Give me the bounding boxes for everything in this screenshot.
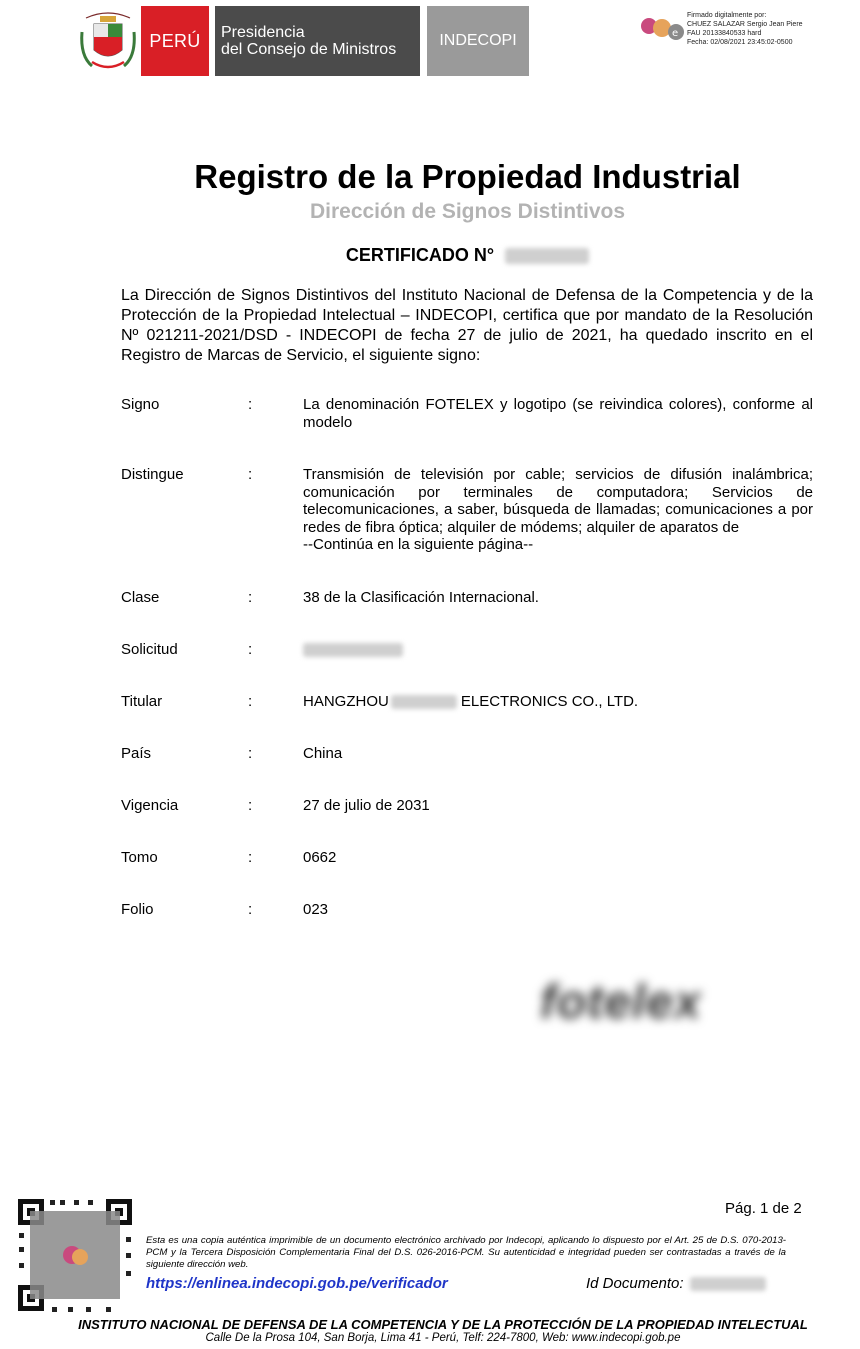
field-colon: : <box>248 745 253 762</box>
verification-link[interactable]: https://enlinea.indecopi.gob.pe/verificador <box>146 1275 448 1292</box>
field-value-folio: 023 <box>303 901 329 918</box>
qr-code-icon[interactable] <box>16 1197 134 1313</box>
field-label-titular: Titular <box>121 693 163 710</box>
field-value-vigencia: 27 de julio de 2031 <box>303 797 430 814</box>
redacted-certificate-number <box>505 248 589 264</box>
document-subtitle: Dirección de Signos Distintivos <box>309 200 626 223</box>
field-value-pais: China <box>303 745 343 762</box>
peru-coat-of-arms-icon <box>78 6 138 76</box>
field-value-distingue <box>303 466 813 554</box>
indecopi-logo-box <box>427 6 529 76</box>
institution-name: INSTITUTO NACIONAL DE DEFENSA DE LA COMPETENCIA Y DE LA PROTECCIÓN DE LA PROPIEDAD INTELECTUAL <box>78 1317 808 1332</box>
field-label-solicitud: Solicitud <box>121 641 178 658</box>
institution-address: Calle De la Prosa 104, San Borja, Lima 41 - Perú, Telf: 224-7800, Web: www.indecopi.gob.pe <box>205 1332 681 1344</box>
peru-logo-box <box>141 6 209 76</box>
brand-logo-image: fotelex <box>540 976 702 1029</box>
indecopi-label: INDECOPI <box>439 32 517 49</box>
peru-label: PERÚ <box>149 30 201 51</box>
digital-signature-text <box>687 11 803 47</box>
redacted-solicitud <box>303 643 403 657</box>
pcm-line2: del Consejo de Ministros <box>221 41 397 58</box>
document-title: Registro de la Propiedad Industrial <box>194 158 741 195</box>
titular-start: HANGZHOU <box>303 693 389 710</box>
field-value-signo: La denominación FOTELEX y logotipo (se reivindica colores), conforme al modelo <box>303 396 813 431</box>
pcm-line1: Presidencia <box>221 24 305 41</box>
signature-line4: Fecha: 02/08/2021 23:45:02-0500 <box>687 39 793 46</box>
field-label-vigencia: Vigencia <box>121 797 179 814</box>
field-label-distingue: Distingue <box>121 466 184 483</box>
field-colon: : <box>248 396 253 413</box>
field-value-tomo: 0662 <box>303 849 337 866</box>
certificate-label: CERTIFICADO N° <box>345 245 495 265</box>
pcm-logo-box <box>215 6 420 76</box>
field-label-clase: Clase <box>121 589 160 606</box>
document-id-label: Id Documento: <box>586 1275 684 1292</box>
distingue-continued: --Continúa en la siguiente página-- <box>303 536 534 553</box>
signature-line2: CHUEZ SALAZAR Sergio Jean Piere <box>687 21 803 28</box>
field-colon: : <box>248 589 253 606</box>
redacted-titular <box>391 695 457 709</box>
signature-line1: Firmado digitalmente por: <box>687 12 767 19</box>
field-colon: : <box>248 849 253 866</box>
field-value-solicitud <box>303 641 813 659</box>
authenticity-disclaimer: Esta es una copia auténtica imprimible de un documento electrónico archivado por Indecopi, aplicando lo dispuesto por el Art. 25 de D.S. 070-2013- PCM y la Tercera Disposición Complementaria Final del D.S. 026-2016-PCM. Su autenticidad e integridad pueden ser contrastadas a través de la siguiente dirección web. <box>146 1235 786 1270</box>
field-colon: : <box>248 797 253 814</box>
page-number: Pág. 1 de 2 <box>725 1200 802 1217</box>
field-colon: : <box>248 901 253 918</box>
signature-line3: FAU 20133840533 hard <box>687 30 762 37</box>
field-label-tomo: Tomo <box>121 849 158 866</box>
field-value-titular <box>303 693 813 711</box>
field-colon: : <box>248 693 253 710</box>
digital-signature-icon <box>640 10 686 44</box>
field-colon: : <box>248 466 253 483</box>
intro-paragraph: La Dirección de Signos Distintivos del Instituto Nacional de Defensa de la Competencia y de la Protección de la Propiedad Intelectual – INDECOPI, certifica que por mandato de la Resolución Nº 021211-2021/DSD - INDECOPI de fecha 27 de julio de 2021, ha quedado inscrito en el Registro de Marcas de Servicio, el siguiente signo: <box>121 287 813 364</box>
certificate-number <box>0 245 860 266</box>
field-value-clase: 38 de la Clasificación Internacional. <box>303 589 539 606</box>
field-label-pais: País <box>121 745 152 762</box>
field-label-folio: Folio <box>121 901 154 918</box>
field-label-signo: Signo <box>121 396 160 413</box>
redacted-document-id <box>690 1277 766 1291</box>
distingue-text: Transmisión de televisión por cable; servicios de difusión inalámbrica; comunicación por terminales de computadora; Servicios de telecomunicaciones, a saber, búsqueda de llamadas; comunicaciones a por redes de fibra óptica; alquiler de módems; alquiler de aparatos de <box>303 466 813 536</box>
titular-end: ELECTRONICS CO., LTD. <box>460 693 639 710</box>
document-id <box>586 1275 766 1292</box>
svg-text:e: e <box>672 28 679 39</box>
field-colon: : <box>248 641 253 658</box>
